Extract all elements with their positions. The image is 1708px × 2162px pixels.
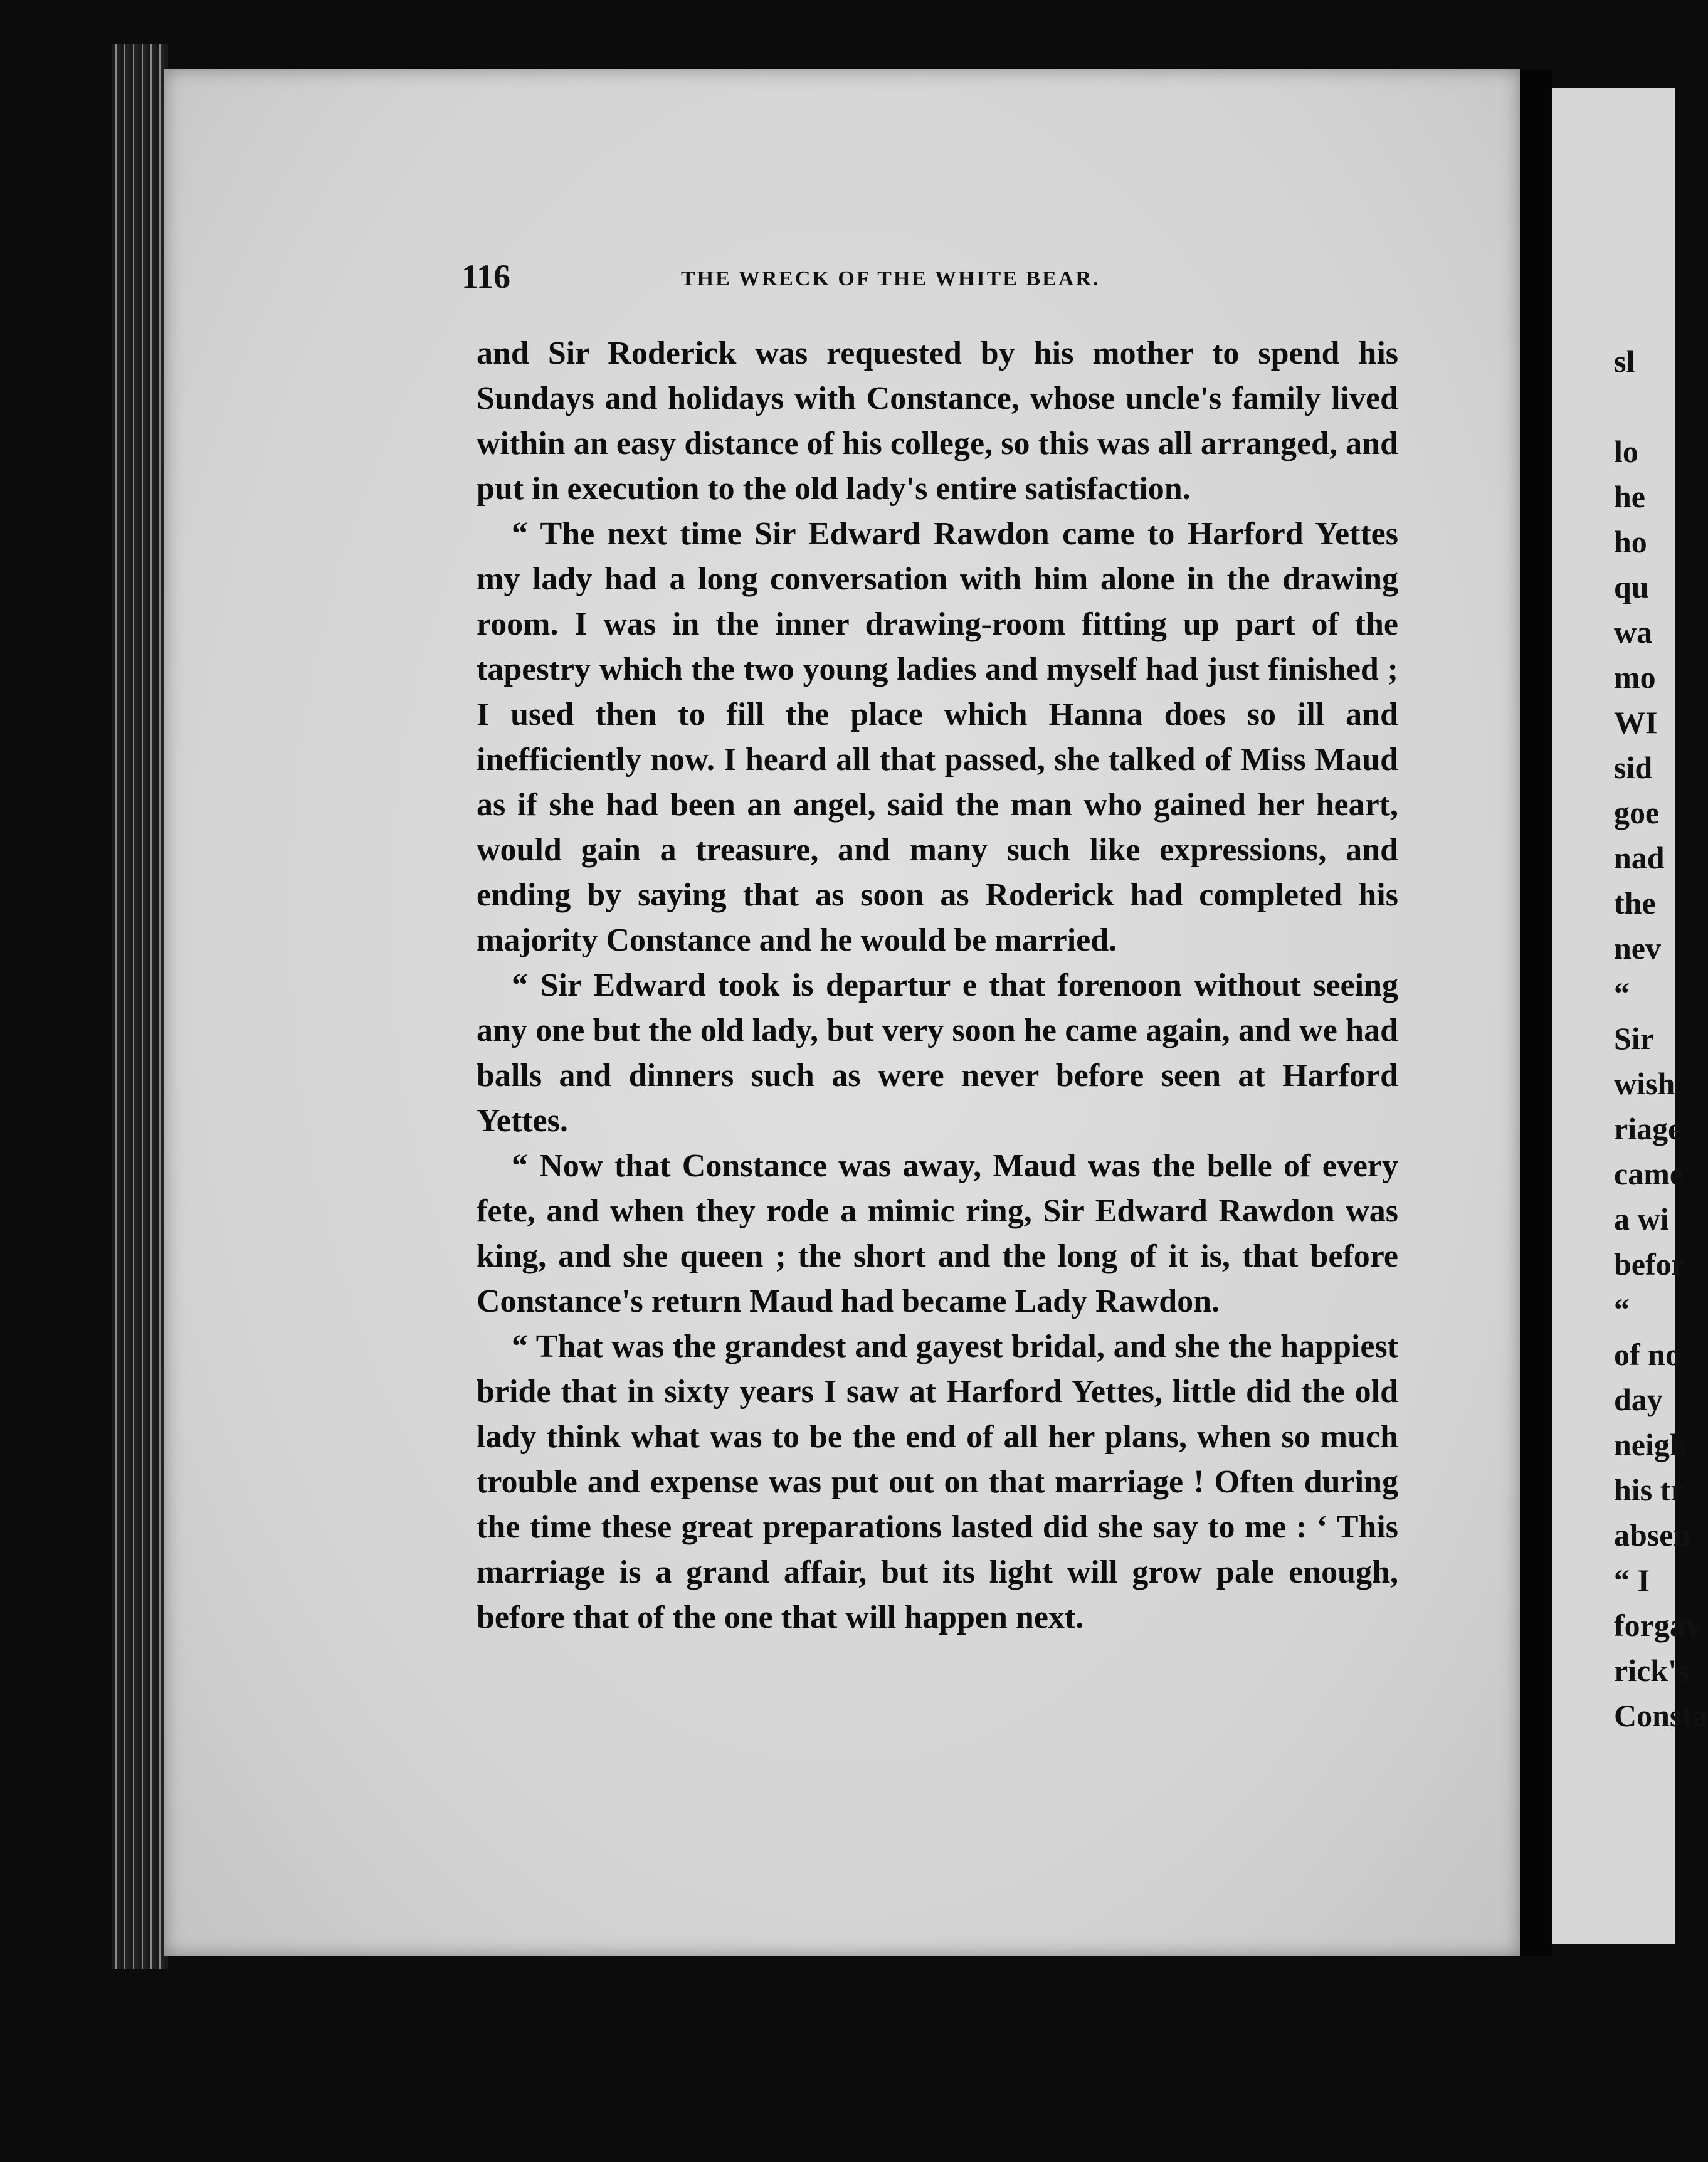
facing-line: Consta [1614, 1698, 1708, 1733]
body-text [477, 331, 1398, 1640]
facing-line: goe [1614, 795, 1660, 830]
facing-line: “ I [1614, 1563, 1650, 1598]
facing-line: lo [1614, 434, 1638, 469]
page-number: 116 [461, 258, 511, 295]
paragraph: “ Sir Edward took is departur e that forenoon without seeing any one but the old lady, but very soon he came again, and we had balls and dinners such as were never before seen at Harford Yettes. [477, 968, 1398, 1139]
facing-line: day [1614, 1382, 1663, 1417]
facing-line: neigh [1614, 1427, 1687, 1462]
facing-line: befor [1614, 1247, 1685, 1282]
paragraph: “ Now that Constance was away, Maud was the belle of every fete, and when they rode a mimic ring, Sir Edward Rawdon was king, and she queen ; the short and the long of it is, that before Constance's return Maud had became Lady Rawdon. [477, 1148, 1398, 1319]
facing-line: riage [1614, 1111, 1682, 1146]
facing-line: his tr [1614, 1472, 1685, 1507]
facing-line: forgav [1614, 1608, 1701, 1643]
facing-line: sid [1614, 750, 1653, 785]
facing-line [1614, 384, 1677, 429]
paragraph: “ That was the grandest and gayest bridal, and she the happiest bride that in sixty years I saw at Harford Yettes, little did the old lady think what was to be the end of all her plans, when so much trouble and expense was put out on that marriage ! Often during the time these great preparations lasted did she say to me : ‘ This marriage is a grand affair, but its light will grow pale enough, before that of the one that will happen next. [477, 1329, 1398, 1635]
running-title: THE WRECK OF THE WHITE BEAR. [681, 267, 1100, 290]
facing-line: “ [1614, 1292, 1630, 1327]
facing-line: nad [1614, 840, 1665, 875]
facing-line: wish [1614, 1066, 1675, 1101]
facing-line: qu [1614, 569, 1649, 604]
facing-line: came [1614, 1156, 1684, 1191]
paragraph: “ The next time Sir Edward Rawdon came to Harford Yettes my lady had a long conversation with him alone in the drawing room. I was in the inner drawing-room fitting up part of the tapestry which the two young ladies and myself had just finished ; I used then to fill the place which Hanna does so ill and inefficiently now. I heard all that passed, she talked of Miss Maud as if she had been an angel, said the man who gained her heart, would gain a treasure, and many such like expressions, and ending by saying that as soon as Roderick had completed his majority Constance and he would be married. [477, 516, 1398, 958]
facing-line: he [1614, 479, 1645, 514]
facing-line: ho [1614, 524, 1647, 559]
book-binding-edge [112, 44, 168, 1969]
facing-page-text [1614, 339, 1708, 1738]
facing-line: mo [1614, 660, 1656, 695]
facing-line: sl [1614, 344, 1635, 379]
facing-line: wa [1614, 614, 1653, 650]
facing-line: “ [1614, 976, 1630, 1011]
facing-line: WI [1614, 705, 1658, 740]
facing-line: rick's [1614, 1653, 1689, 1688]
facing-line: of no [1614, 1337, 1681, 1372]
page-gutter [1520, 69, 1552, 1956]
facing-line: absen [1614, 1517, 1691, 1553]
facing-line: a wi [1614, 1201, 1669, 1237]
facing-line: nev [1614, 931, 1661, 966]
facing-line: the [1614, 885, 1656, 920]
paragraph: and Sir Roderick was requested by his mother to spend his Sundays and holidays with Constance, whose uncle's family lived within an easy distance of his college, so this was all arranged, and put in execution to the old lady's entire satisfaction. [477, 335, 1398, 507]
facing-line: Sir [1614, 1021, 1654, 1056]
